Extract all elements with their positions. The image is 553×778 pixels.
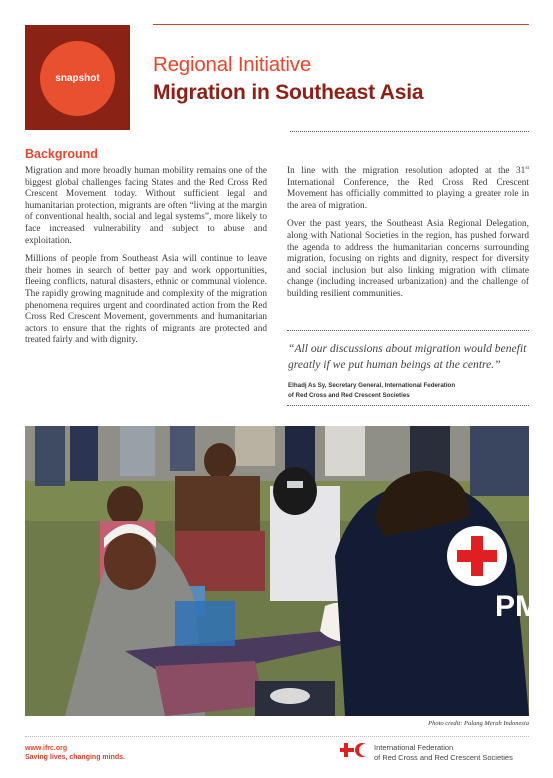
left-paragraph-2: Millions of people from Southeast Asia will continue to leave their homes in search of better pay and work opportunities, fleeing conflicts, natural disasters, ethnic or communal violence. The rapidly growing magnitude and complexity of the migration phenomena requires urgent and coordinated action from the Red Cross Red Crescent Movement, governments and humanitarian actors to ensure that the rights of migrants are protected and treated fairly and with dignity. bbox=[25, 254, 267, 346]
left-paragraph-1: Migration and more broadly human mobility remains one of the biggest global challenges facing States and the Red Cross Red Crescent Movement today. Without sufficient legal and humanitarian protection, migrants are often “living at the margin of conventional health, social and legal systems”, more likely to face increased vulnerability and subject to abuse and exploitation. bbox=[25, 166, 267, 246]
right-paragraph-2: Over the past years, the Southeast Asia Regional Delegation, along with National Societies in the region, has pushed forward the agenda to address the humanitarian concerns surrounding migration, focusing on rights and dignity, respect for diversity and social inclusion but also linking migration with climate change (including increased urbanization) and the challenge of building resilient communities. bbox=[287, 219, 529, 299]
section-heading: Background bbox=[25, 147, 98, 161]
quote-attribution: Elhadj As Sy, Secretary General, International Federation of Red Cross and Red Crescent Societies bbox=[288, 382, 456, 399]
pull-quote: “All our discussions about migration would benefit greatly if we put human beings at the centre.” bbox=[288, 342, 527, 371]
quote-divider-top bbox=[287, 330, 529, 331]
right-paragraph-1: In line with the migration resolution adopted at the 31st International Conference, the Red Cross Red Crescent Movement has officially committed to playing a greater role in the area of migration. bbox=[287, 164, 529, 211]
snapshot-label: snapshot bbox=[55, 73, 100, 84]
footer-url[interactable]: www.ifrc.org bbox=[25, 745, 68, 752]
top-rule bbox=[153, 24, 529, 25]
snapshot-circle bbox=[40, 41, 115, 116]
feature-photo bbox=[25, 426, 549, 716]
quote-divider-bottom bbox=[287, 405, 529, 406]
page-kicker: Regional Initiative bbox=[153, 53, 312, 76]
left-column bbox=[25, 166, 267, 354]
footer-divider bbox=[25, 736, 529, 737]
photo-credit: Photo credit: Palang Merah Indonesia bbox=[428, 720, 529, 727]
header-divider bbox=[290, 131, 529, 132]
organization-name: International Federation of Red Cross and Red Crescent Societies bbox=[374, 743, 513, 762]
right-column bbox=[287, 166, 529, 308]
vest-text: PMI bbox=[495, 590, 549, 623]
red-cross-crescent-icon bbox=[340, 742, 370, 758]
page-title: Migration in Southeast Asia bbox=[153, 81, 424, 104]
snapshot-logo bbox=[25, 25, 130, 130]
footer-tagline: Saving lives, changing minds. bbox=[25, 754, 125, 761]
